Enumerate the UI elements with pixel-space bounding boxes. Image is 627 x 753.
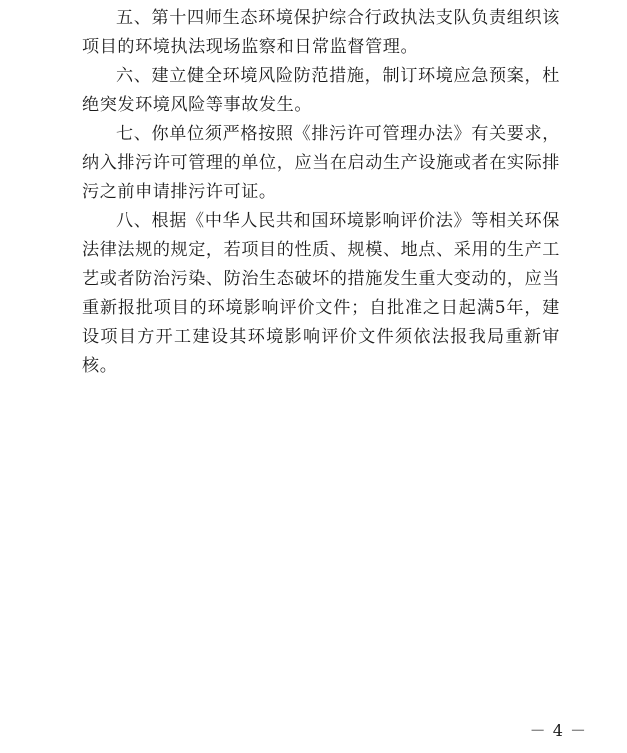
paragraph-item-5: 五、第十四师生态环境保护综合行政执法支队负责组织该项目的环境执法现场监察和日常监督管理。 [82, 8, 560, 57]
paragraph-item-6: 六、建立健全环境风险防范措施，制订环境应急预案，杜绝突发环境风险等事故发生。 [82, 66, 560, 115]
document-body [82, 4, 560, 381]
paragraph-item-8: 八、根据《中华人民共和国环境影响评价法》等相关环保法律法规的规定，若项目的性质、规模、地点、采用的生产工艺或者防治污染、防治生态破坏的措施发生重大变动的，应当重新报批项目的环境影响评价文件；自批准之日起满5年，建设项目方开工建设其环境影响评价文件须依法报我局重新审核。 [82, 211, 560, 376]
paragraph-item-7: 七、你单位须严格按照《排污许可管理办法》有关要求，纳入排污许可管理的单位，应当在启动生产设施或者在实际排污之前申请排污许可证。 [82, 124, 560, 202]
page-number: － 4 － [529, 721, 587, 740]
